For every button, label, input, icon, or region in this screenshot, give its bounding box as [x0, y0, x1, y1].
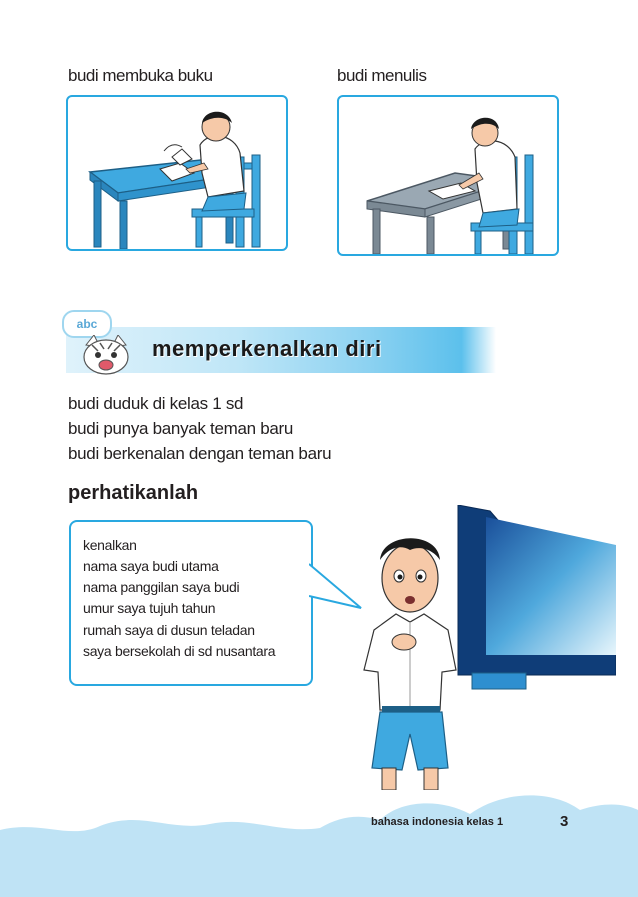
book-title: bahasa indonesia kelas 1 [371, 816, 504, 828]
body-line-2: budi punya banyak teman baru [68, 419, 294, 438]
speech-line-4: umur saya tujuh tahun [83, 600, 216, 616]
cat-mascot-icon [80, 335, 132, 377]
picture-caption-1: budi membuka buku [68, 66, 213, 85]
speech-line-3: nama panggilan saya budi [83, 579, 240, 595]
picture-caption-2: budi menulis [337, 66, 427, 85]
boy-reading-at-desk-icon [68, 97, 286, 249]
illustration-budi-opening-book [66, 95, 288, 251]
illustration-budi-writing [337, 95, 559, 256]
page-number: 3 [560, 813, 569, 830]
body-line-1: budi duduk di kelas 1 sd [68, 394, 244, 413]
section-heading: perhatikanlah [68, 482, 199, 504]
cloud-footer-icon [0, 770, 638, 897]
banner-title: memperkenalkan diri [152, 336, 382, 361]
body-line-3: budi berkenalan dengan teman baru [68, 444, 332, 463]
boy-introducing-himself-icon [352, 520, 468, 790]
blackboard-icon [456, 505, 616, 695]
abc-badge-label: abc [76, 317, 98, 331]
speech-line-5: rumah saya di dusun teladan [83, 622, 255, 638]
speech-line-1: kenalkan [83, 537, 137, 553]
boy-writing-at-desk-icon [339, 97, 557, 254]
speech-line-2: nama saya budi utama [83, 558, 219, 574]
speech-line-6: saya bersekolah di sd nusantara [83, 643, 276, 659]
abc-badge [62, 310, 112, 338]
